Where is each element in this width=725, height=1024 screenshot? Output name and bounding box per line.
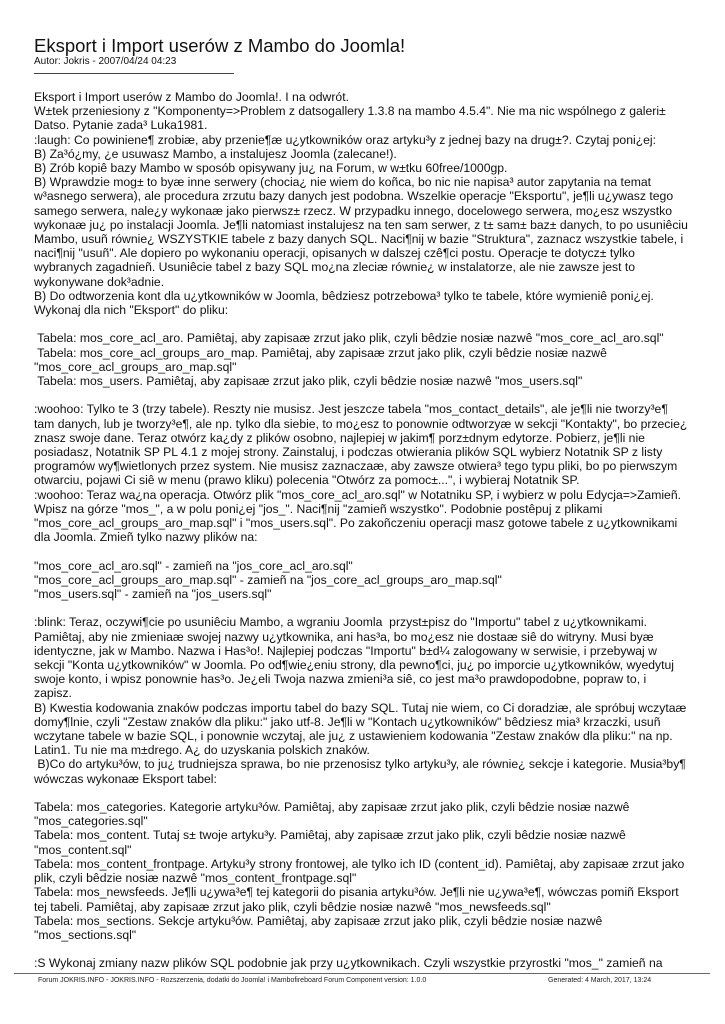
blank-line <box>34 942 694 956</box>
text-line: "mos_core_acl_groups_aro_map.sql" i "mos_users.sql". Po zakoñczeniu operacji masz gotowe tabele z u¿ytkownikami <box>34 516 678 531</box>
text-line: "mos_categories.sql" <box>34 814 148 829</box>
footer-divider <box>14 973 710 974</box>
footer-source: Forum JOKRIS.INFO - JOKRIS.INFO - Rozszerzenia, dodatki do Joomla! i Mambofireboard Forum Component version: 1.0.0 <box>38 977 427 984</box>
text-line: B) Za³ó¿my, ¿e usuwasz Mambo, a instalujesz Joomla (zalecane!). <box>34 146 397 161</box>
text-line: zapisz. <box>34 686 72 701</box>
text-line: Eksport i Import userów z Mambo do Joomla!. I na odwrót. <box>34 90 349 104</box>
blank-line <box>34 544 694 558</box>
text-line: Tabela: mos_users. Pamiêtaj, aby zapisaæ zrzut jako plik, czyli bêdzie nosiæ nazwê "mos_users.sql" <box>34 374 583 389</box>
text-line: naci¶nij "usuñ". Ale dopiero po wykonaniu operacji, opisanych w dalszej czê¶ci postu. Operacje te dotycz± tylko <box>34 246 635 261</box>
text-line: Pamiêtaj, aby nie zmieniaæ swojej nazwy u¿ytkownika, ani has³a, bo mo¿esz nie dostaæ siê do witryny. Musi byæ <box>34 629 654 644</box>
document-page <box>34 36 694 971</box>
text-line: plik, czyli bêdzie nosiæ nazwê "mos_content_frontpage.sql" <box>34 871 357 886</box>
text-line: B) Zrób kopiê bazy Mambo w sposób opisywany ju¿ na Forum, w w±tku 60free/1000gp. <box>34 161 508 176</box>
blank-line <box>34 388 694 402</box>
text-line: Tabela: mos_categories. Kategorie artyku³ów. Pamiêtaj, aby zapisaæ zrzut jako plik, czyli bêdzie nosiæ nazwê <box>34 800 630 815</box>
text-line: dla Joomla. Zmieñ tylko nazwy plików na: <box>34 530 258 545</box>
text-line: swoje konto, i wpisz ponownie has³o. Je¿eli Twoja nazwa zmieni³a siê, co jest ma³o prawdopodobne, popraw to, i <box>34 672 647 687</box>
text-line: "mos_core_acl_groups_aro_map.sql" <box>34 359 237 374</box>
text-line: B) Kwestia kodowania znaków podczas importu tabel do bazy SQL. Tutaj nie wiem, co Ci doradziæ, ale spróbuj wczytaæ <box>34 700 687 715</box>
text-line: "mos_sections.sql" <box>34 927 137 942</box>
document-title: Eksport i Import userów z Mambo do Joomla! <box>34 35 406 56</box>
text-line: identyczne, jak w Mambo. Nazwa i Has³o!. Najlepiej podczas "Importu" b±d¼ zalogowany w serwisie, i przebywaj w <box>34 643 657 658</box>
text-line: wówczas wykonaæ Eksport tabel: <box>34 771 217 786</box>
text-line: W±tek przeniesiony z "Komponenty=>Problem z datsogallery 1.3.8 na mambo 4.5.4". Nie ma nic wspólnego z galeri± <box>34 104 666 119</box>
text-line: Wykonaj dla nich "Eksport" do pliku: <box>34 303 229 318</box>
text-line: B)Co do artyku³ów, to ju¿ trudniejsza sprawa, bo nie przenosisz tylko artyku³y, ale równie¿ sekcje i kategorie. Musia³by¶ <box>34 757 686 772</box>
text-line: Latin1. Tu nie ma m±drego. A¿ do uzyskania polskich znaków. <box>34 743 370 758</box>
text-line: :laugh: Co powiniene¶ zrobiæ, aby przenie¶æ u¿ytkowników oraz artyku³y z jednej bazy na drug±?. Czytaj poni¿ej: <box>34 132 657 147</box>
text-line: :S Wykonaj zmiany nazw plików SQL podobnie jak przy u¿ytkownikach. Czyli wszystkie przyrostki "mos_" zamieñ na <box>34 956 663 971</box>
blank-line <box>34 601 694 615</box>
text-line: Tabela: mos_core_acl_groups_aro_map. Pamiêtaj, aby zapisaæ zrzut jako plik, czyli bêdzie nosiæ nazwê <box>34 345 607 360</box>
text-line: wybranych zagadnieñ. Usuniêcie tabel z bazy SQL mo¿na zleciæ równie¿ w instalatorze, ale nie zawsze jest to <box>34 260 636 275</box>
text-line: "mos_users.sql" - zamieñ na "jos_users.sql" <box>34 587 272 602</box>
blank-line <box>34 786 694 800</box>
footer-generated: Generated: 4 March, 2017, 13:24 <box>548 977 652 984</box>
text-line: Tabela: mos_content_frontpage. Artyku³y strony frontowej, ale tylko ich ID (content_id). Pamiêtaj, aby zapisaæ zrzut jako <box>34 856 685 871</box>
text-line: otwarciu, pojawi Ci siê w menu (prawo kliku) polecenia "Otwórz za pomoc±...", i wybieraj Notatnik SP. <box>34 473 580 488</box>
text-line: Tabela: mos_sections. Sekcje artyku³ów. Pamiêtaj, aby zapisaæ zrzut jako plik, czyli bêdzie nosiæ nazwê <box>34 913 603 928</box>
text-line: znasz swoje dane. Teraz otwórz ka¿dy z plików osobno, najlepiej w jakim¶ porz±dnym edytorze. Pobierz, je¶li nie <box>34 430 645 445</box>
text-line: wykonywane dok³adnie. <box>34 274 165 289</box>
text-line: "mos_core_acl_groups_aro_map.sql" - zamieñ na "jos_core_acl_groups_aro_map.sql" <box>34 572 502 587</box>
text-line: tej tabeli. Pamiêtaj, aby zapisaæ zrzut jako plik, czyli bêdzie nosiæ nazwê "mos_newsfeeds.sql" <box>34 899 551 914</box>
text-line: tam danych, lub je tworzy³e¶, ale np. tylko dla siebie, to mo¿esz to ponownie odtworzyæ w sekcji "Kontakty", bo przecie¿ <box>34 416 688 431</box>
text-line: "mos_core_acl_aro.sql" - zamieñ na "jos_core_acl_aro.sql" <box>34 558 353 573</box>
text-line: wykonaæ ju¿ po instalacji Joomla. Je¶li natomiast instalujesz na ten sam serwer, z t± sam± baz± danych, to po usuniêciu <box>34 217 688 232</box>
text-line: B) Do odtworzenia kont dla u¿ytkowników w Joomla, bêdziesz potrzebowa³ tylko te tabele, które wymieniê poni¿ej. <box>34 288 654 303</box>
text-line: Wpisz na górze "mos_", a w polu poni¿ej "jos_". Naci¶nij "zamieñ wszystko". Podobnie postêpuj z plikami <box>34 501 603 516</box>
text-line: programów wy¶wietlonych przez system. Nie musisz zaznaczaæ, aby zawsze otwiera³ tego typu pliki, bo po pierwszym <box>34 459 678 474</box>
text-line: posiadasz, Notatnik SP PL 4.1 z mojej strony. Zainstaluj, i podczas otwierania plików SQL wybierz Notatnik SP z listy <box>34 445 663 460</box>
text-line: :blink: Teraz, oczywi¶cie po usuniêciu Mambo, a wgraniu Joomla przyst±pisz do "Importu" tabel z u¿ytkownikami. <box>34 615 648 630</box>
document-body <box>34 90 694 971</box>
author-line: Autor: Jokris - 2007/04/24 04:23 <box>34 56 177 67</box>
text-line: sekcji "Konta u¿ytkowników" w Joomla. Po od¶wie¿eniu strony, dla pewno¶ci, ju¿ po imporcie u¿ytkowników, wyedytuj <box>34 658 674 673</box>
text-line: Tabela: mos_content. Tutaj s± twoje artyku³y. Pamiêtaj, aby zapisaæ zrzut jako plik, czyli bêdzie nosiæ nazwê <box>34 828 626 843</box>
text-line: Tabela: mos_newsfeeds. Je¶li u¿ywa³e¶ tej kategorii do pisania artyku³ów. Je¶li nie u¿ywa³e¶, wówczas pomiñ Eksport <box>34 885 679 900</box>
blank-line <box>34 317 694 331</box>
text-line: "mos_content.sql" <box>34 842 132 857</box>
text-line: w³asnego serwera), ale procedura zrzutu bazy danych jest podobna. Wszelkie operacje "Eksportu", je¶li u¿ywasz tego <box>34 189 674 204</box>
text-line: B) Wprawdzie mog± to byæ inne serwery (chocia¿ nie wiem do koñca, bo nic nie napisa³ autor zapytania na temat <box>34 175 652 190</box>
text-line: domy¶lnie, czyli "Zestaw znaków dla pliku:" jako utf-8. Je¶li w "Kontach u¿ytkowników" bêdziesz mia³ krzaczki, usuñ <box>34 714 661 729</box>
text-line: wczytane tabele w bazie SQL, i ponownie wczytaj, ale ju¿ z ustawieniem kodowania "Zestaw znaków dla pliku:" na np. <box>34 729 673 744</box>
text-line: Tabela: mos_core_acl_aro. Pamiêtaj, aby zapisaæ zrzut jako plik, czyli bêdzie nosiæ nazwê "mos_core_acl_aro.sql" <box>34 331 664 346</box>
text-line: samego serwera, nale¿y wykonaæ jako pierwsz± rzecz. W przypadku innego, docelowego serwera, mo¿esz wszystko <box>34 203 672 218</box>
text-line: :woohoo: Teraz wa¿na operacja. Otwórz plik "mos_core_acl_aro.sql" w Notatniku SP, i wybierz w polu Edycja=>Zamieñ. <box>34 487 681 502</box>
text-line: Mambo, usuñ równie¿ WSZYSTKIE tabele z bazy danych SQL. Naci¶nij w bazie "Struktura", zaznacz wszystkie tabele, i <box>34 232 684 247</box>
title-divider <box>34 73 234 74</box>
text-line: Datso. Pytanie zada³ Luka1981. <box>34 118 208 133</box>
text-line: :woohoo: Tylko te 3 (trzy tabele). Reszty nie musisz. Jest jeszcze tabela "mos_contact_details", ale je¶li nie tworzy³e¶ <box>34 402 668 417</box>
